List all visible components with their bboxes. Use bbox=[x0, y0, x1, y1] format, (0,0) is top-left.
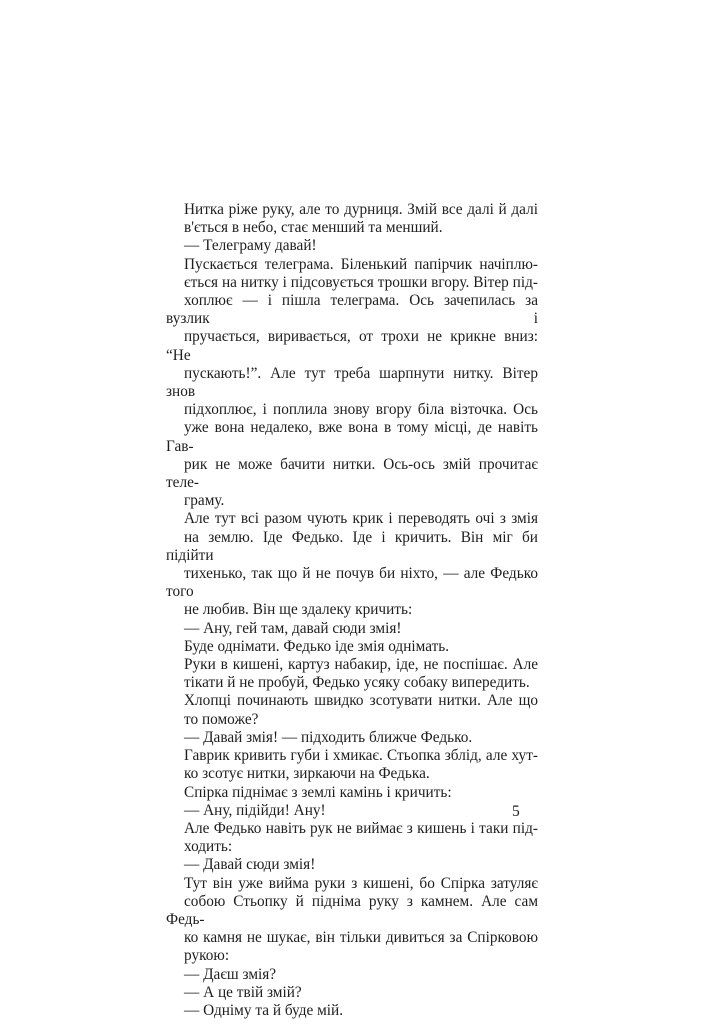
text-line: тікати й не пробуй, Федько усяку собаку випередить. bbox=[184, 674, 530, 692]
paragraph bbox=[166, 692, 538, 728]
paragraph bbox=[166, 875, 538, 966]
text-line: Але Федько навіть рук не виймає з кишень і таки під- bbox=[184, 819, 538, 837]
text-line: в'ється в небо, стає менший та менший. bbox=[184, 219, 443, 237]
paragraph bbox=[166, 510, 538, 619]
text-line: — Телеграму давай! bbox=[184, 237, 317, 255]
text-line: пручається, виривається, от трохи не крикне вниз: “Не bbox=[166, 328, 538, 364]
paragraph bbox=[166, 638, 538, 656]
paragraph bbox=[166, 784, 538, 802]
text-line: Руки в кишені, картуз набакир, іде, не поспішає. Але bbox=[184, 656, 538, 674]
paragraph bbox=[166, 820, 538, 856]
text-line: на землю. Іде Федько. Іде і кричить. Він міг би підійти bbox=[166, 528, 538, 564]
text-line: рик не може бачити нитки. Ось-ось змій прочитає теле- bbox=[166, 455, 538, 492]
paragraph bbox=[166, 966, 538, 984]
text-line: — Ану, підійди! Ану! bbox=[184, 801, 326, 819]
text-line: Нитка ріже руку, але то дурниця. Змій все далі й далі bbox=[184, 201, 538, 218]
text-line: пускають!”. Але тут треба шарпнути нитку. Вітер знов bbox=[166, 364, 538, 401]
paragraph bbox=[166, 856, 538, 874]
paragraph bbox=[166, 237, 538, 255]
text-line: — Даєш змія? bbox=[184, 965, 277, 983]
body-text bbox=[166, 201, 538, 1020]
text-line: Спірка піднімає з землі камінь і кричить: bbox=[184, 783, 452, 801]
text-line: — Давай змія! — підходить ближче Федько. bbox=[184, 728, 473, 746]
paragraph bbox=[166, 729, 538, 747]
text-line: — Ану, гей там, давай сюди змія! bbox=[184, 619, 402, 637]
text-line: Гаврик кривить губи і хмикає. Стьопка зблід, але хут- bbox=[184, 747, 538, 765]
text-line: Але тут всі разом чують крик і переводять очі з змія bbox=[184, 510, 538, 528]
text-line: граму. bbox=[184, 492, 225, 510]
paragraph bbox=[166, 201, 538, 237]
text-line: ється на нитку і підсовується трошки вгору. Вітер під- bbox=[184, 273, 538, 291]
paragraph bbox=[166, 747, 538, 783]
paragraph bbox=[166, 620, 538, 638]
text-line: — Одніму та й буде мій. bbox=[184, 1001, 344, 1019]
paragraph bbox=[166, 256, 538, 511]
paragraph bbox=[166, 1002, 538, 1020]
paragraph bbox=[166, 802, 538, 820]
text-line: — А це твій змій? bbox=[184, 983, 302, 1001]
paragraph bbox=[166, 656, 538, 692]
text-line: Пускається телеграма. Біленький папірчик начіплю- bbox=[184, 255, 538, 273]
text-line: собою Стьопку й підніма руку з камнем. Але сам Федь- bbox=[166, 892, 538, 928]
text-line: Тут він уже вийма руки з кишені, бо Спірка затуляє bbox=[184, 874, 538, 892]
text-line: не любив. Він ще здалеку кричить: bbox=[184, 601, 413, 619]
text-line: уже вона недалеко, вже вона в тому місці, де навіть Гав- bbox=[166, 419, 538, 455]
text-line: рукою: bbox=[184, 947, 230, 965]
text-line: ко камня не шукає, він тільки дивиться за Спірковою bbox=[184, 929, 538, 947]
text-line: то поможе? bbox=[184, 710, 259, 728]
text-line: Хлопці починають швидко зсотувати нитки. Але що bbox=[184, 692, 538, 710]
text-line: тихенько, так що й не почув би ніхто, — але Федько того bbox=[166, 565, 538, 601]
text-line: підхоплює, і поплила знову вгору біла візточка. Ось bbox=[184, 401, 538, 419]
paragraph bbox=[166, 984, 538, 1002]
text-line: хоплює — і пішла телеграма. Ось зачепилась за вузлик і bbox=[166, 292, 538, 328]
text-line: — Давай сюди змія! bbox=[184, 856, 316, 874]
page-number: 5 bbox=[512, 803, 520, 820]
text-line: ко зсотує нитки, зиркаючи на Федька. bbox=[184, 765, 430, 783]
text-line: Буде однімати. Федько іде змія однімать. bbox=[184, 637, 450, 655]
text-line: ходить: bbox=[184, 838, 233, 856]
